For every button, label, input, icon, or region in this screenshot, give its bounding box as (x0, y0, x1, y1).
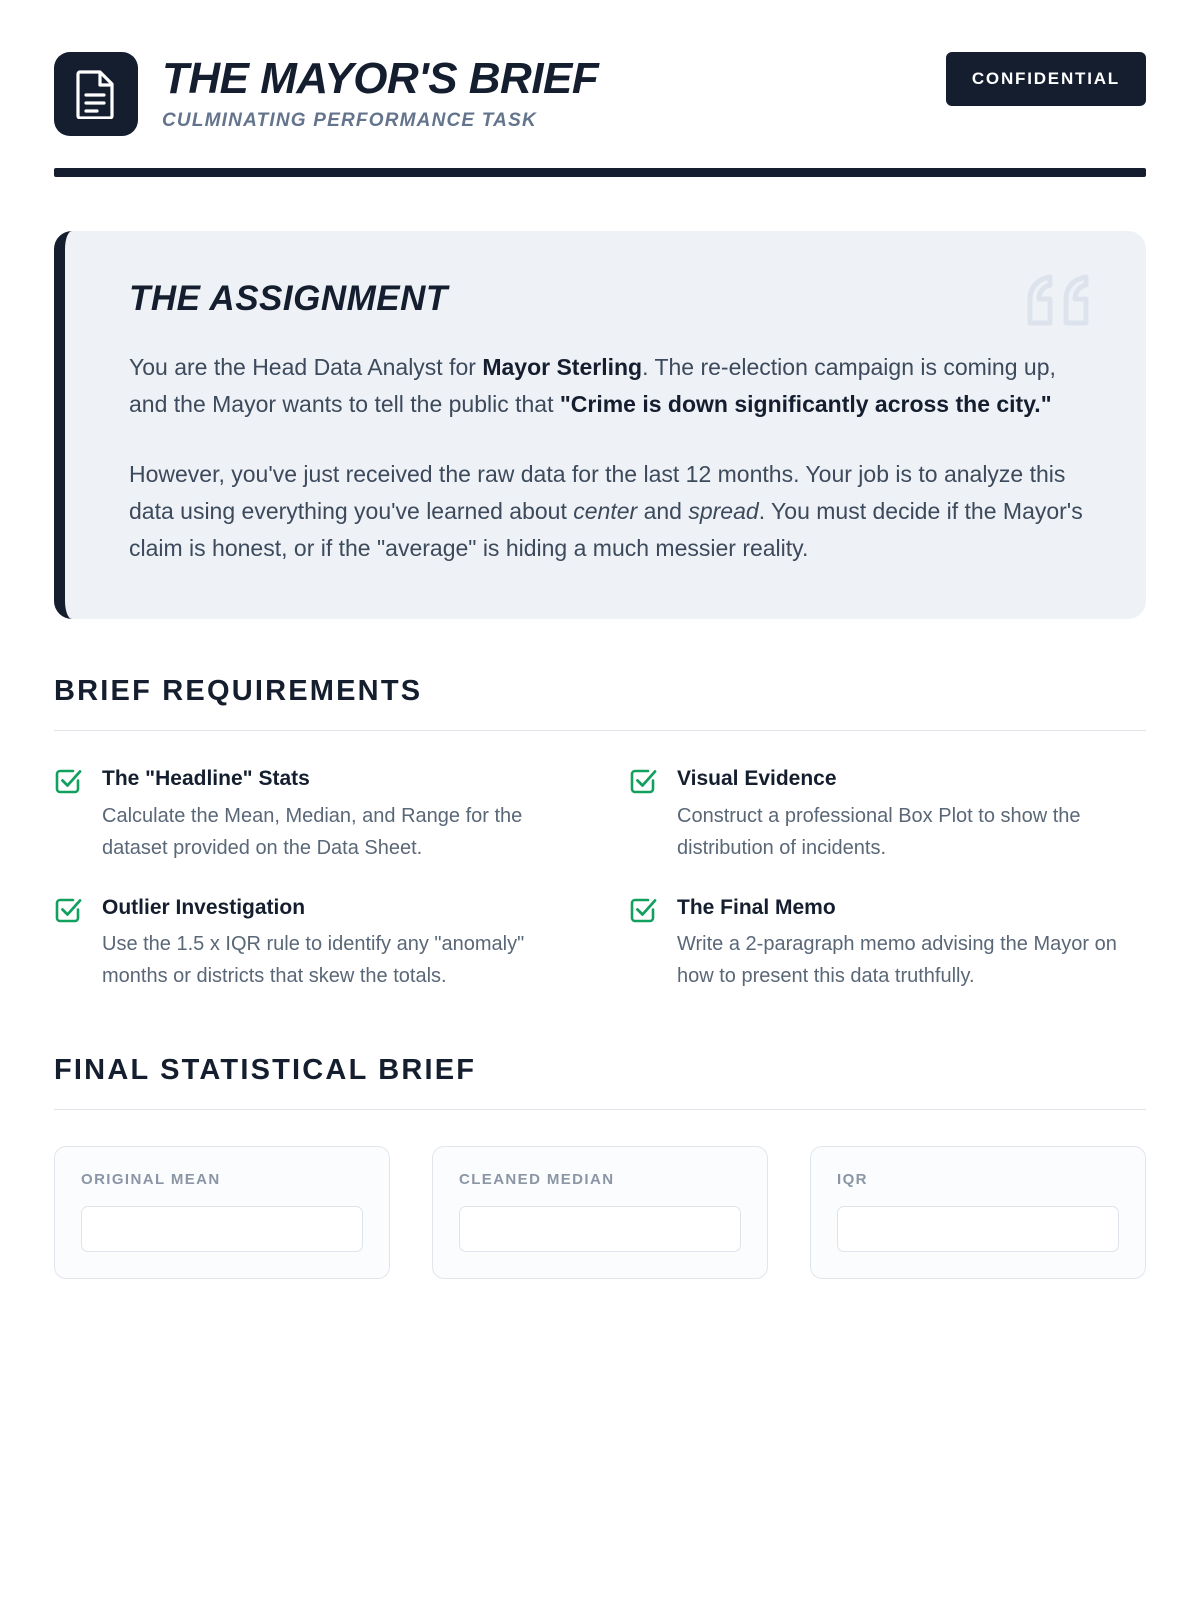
requirement-title: The Final Memo (677, 895, 836, 919)
page-title: THE MAYOR'S BRIEF (162, 54, 599, 103)
stat-card-original-mean (54, 1146, 390, 1279)
requirement-desc: Write a 2-paragraph memo advising the Mayor on how to present this data truthfully. (677, 932, 1117, 987)
assignment-p2-center: center (573, 497, 638, 524)
final-brief-heading: FINAL STATISTICAL BRIEF (54, 1053, 477, 1086)
check-icon (54, 896, 82, 929)
requirement-desc: Use the 1.5 x IQR rule to identify any "anomaly" months or districts that skew the totals. (102, 932, 525, 987)
requirements-heading: BRIEF REQUIREMENTS (54, 675, 423, 708)
original-mean-input[interactable] (81, 1206, 363, 1252)
assignment-p1-claim: "Crime is down significantly across the city." (559, 391, 1052, 418)
title-block (162, 52, 598, 132)
stat-label: IQR (837, 1170, 868, 1188)
document-icon (54, 52, 138, 136)
assignment-paragraph-1 (129, 349, 1088, 424)
stat-card-iqr (810, 1146, 1146, 1279)
stat-label: ORIGINAL MEAN (81, 1170, 221, 1188)
assignment-p2-part2: . You must decide if the Mayor's claim is honest, or if the "average" is hiding a much messier reality. (129, 497, 1083, 561)
assignment-p1-part2: . The re-election campaign is coming up, and the Mayor wants to tell the public that (129, 354, 1056, 418)
requirements-divider (54, 730, 1146, 731)
requirements-list (54, 765, 1146, 992)
check-icon (629, 767, 657, 800)
stat-label: CLEANED MEDIAN (459, 1170, 615, 1188)
final-brief-divider (54, 1109, 1146, 1110)
quote-icon (1024, 273, 1096, 333)
requirement-desc: Construct a professional Box Plot to show the distribution of incidents. (677, 804, 1081, 859)
header-divider (54, 168, 1146, 177)
brand (54, 52, 598, 136)
requirement-item (54, 894, 571, 992)
stat-card-grid (54, 1146, 1146, 1279)
assignment-p2-spread: spread (688, 497, 759, 524)
requirement-desc: Calculate the Mean, Median, and Range for the dataset provided on the Data Sheet. (102, 804, 523, 859)
assignment-p1-mayor: Mayor Sterling (482, 354, 643, 380)
stat-card-cleaned-median (432, 1146, 768, 1279)
assignment-card (54, 231, 1146, 619)
requirement-title: Visual Evidence (677, 767, 837, 791)
confidential-badge[interactable]: CONFIDENTIAL (946, 52, 1146, 106)
requirement-item (54, 765, 571, 863)
page-header (54, 52, 1146, 136)
check-icon (629, 896, 657, 929)
requirement-title: Outlier Investigation (102, 895, 306, 919)
assignment-p2-part1: However, you've just received the raw data for the last 12 months. Your job is to analyze this data using everything you've learned about (129, 460, 1066, 524)
requirement-title: The "Headline" Stats (102, 767, 310, 791)
check-icon (54, 767, 82, 800)
assignment-p1-part1: You are the Head Data Analyst for (129, 354, 483, 380)
requirement-item (629, 894, 1146, 992)
page-subtitle: CULMINATING PERFORMANCE TASK (162, 110, 537, 132)
assignment-heading: THE ASSIGNMENT (129, 279, 448, 318)
requirement-item (629, 765, 1146, 863)
assignment-p2-and: and (637, 497, 689, 524)
iqr-input[interactable] (837, 1206, 1119, 1252)
assignment-paragraph-2 (129, 456, 1088, 568)
cleaned-median-input[interactable] (459, 1206, 741, 1252)
